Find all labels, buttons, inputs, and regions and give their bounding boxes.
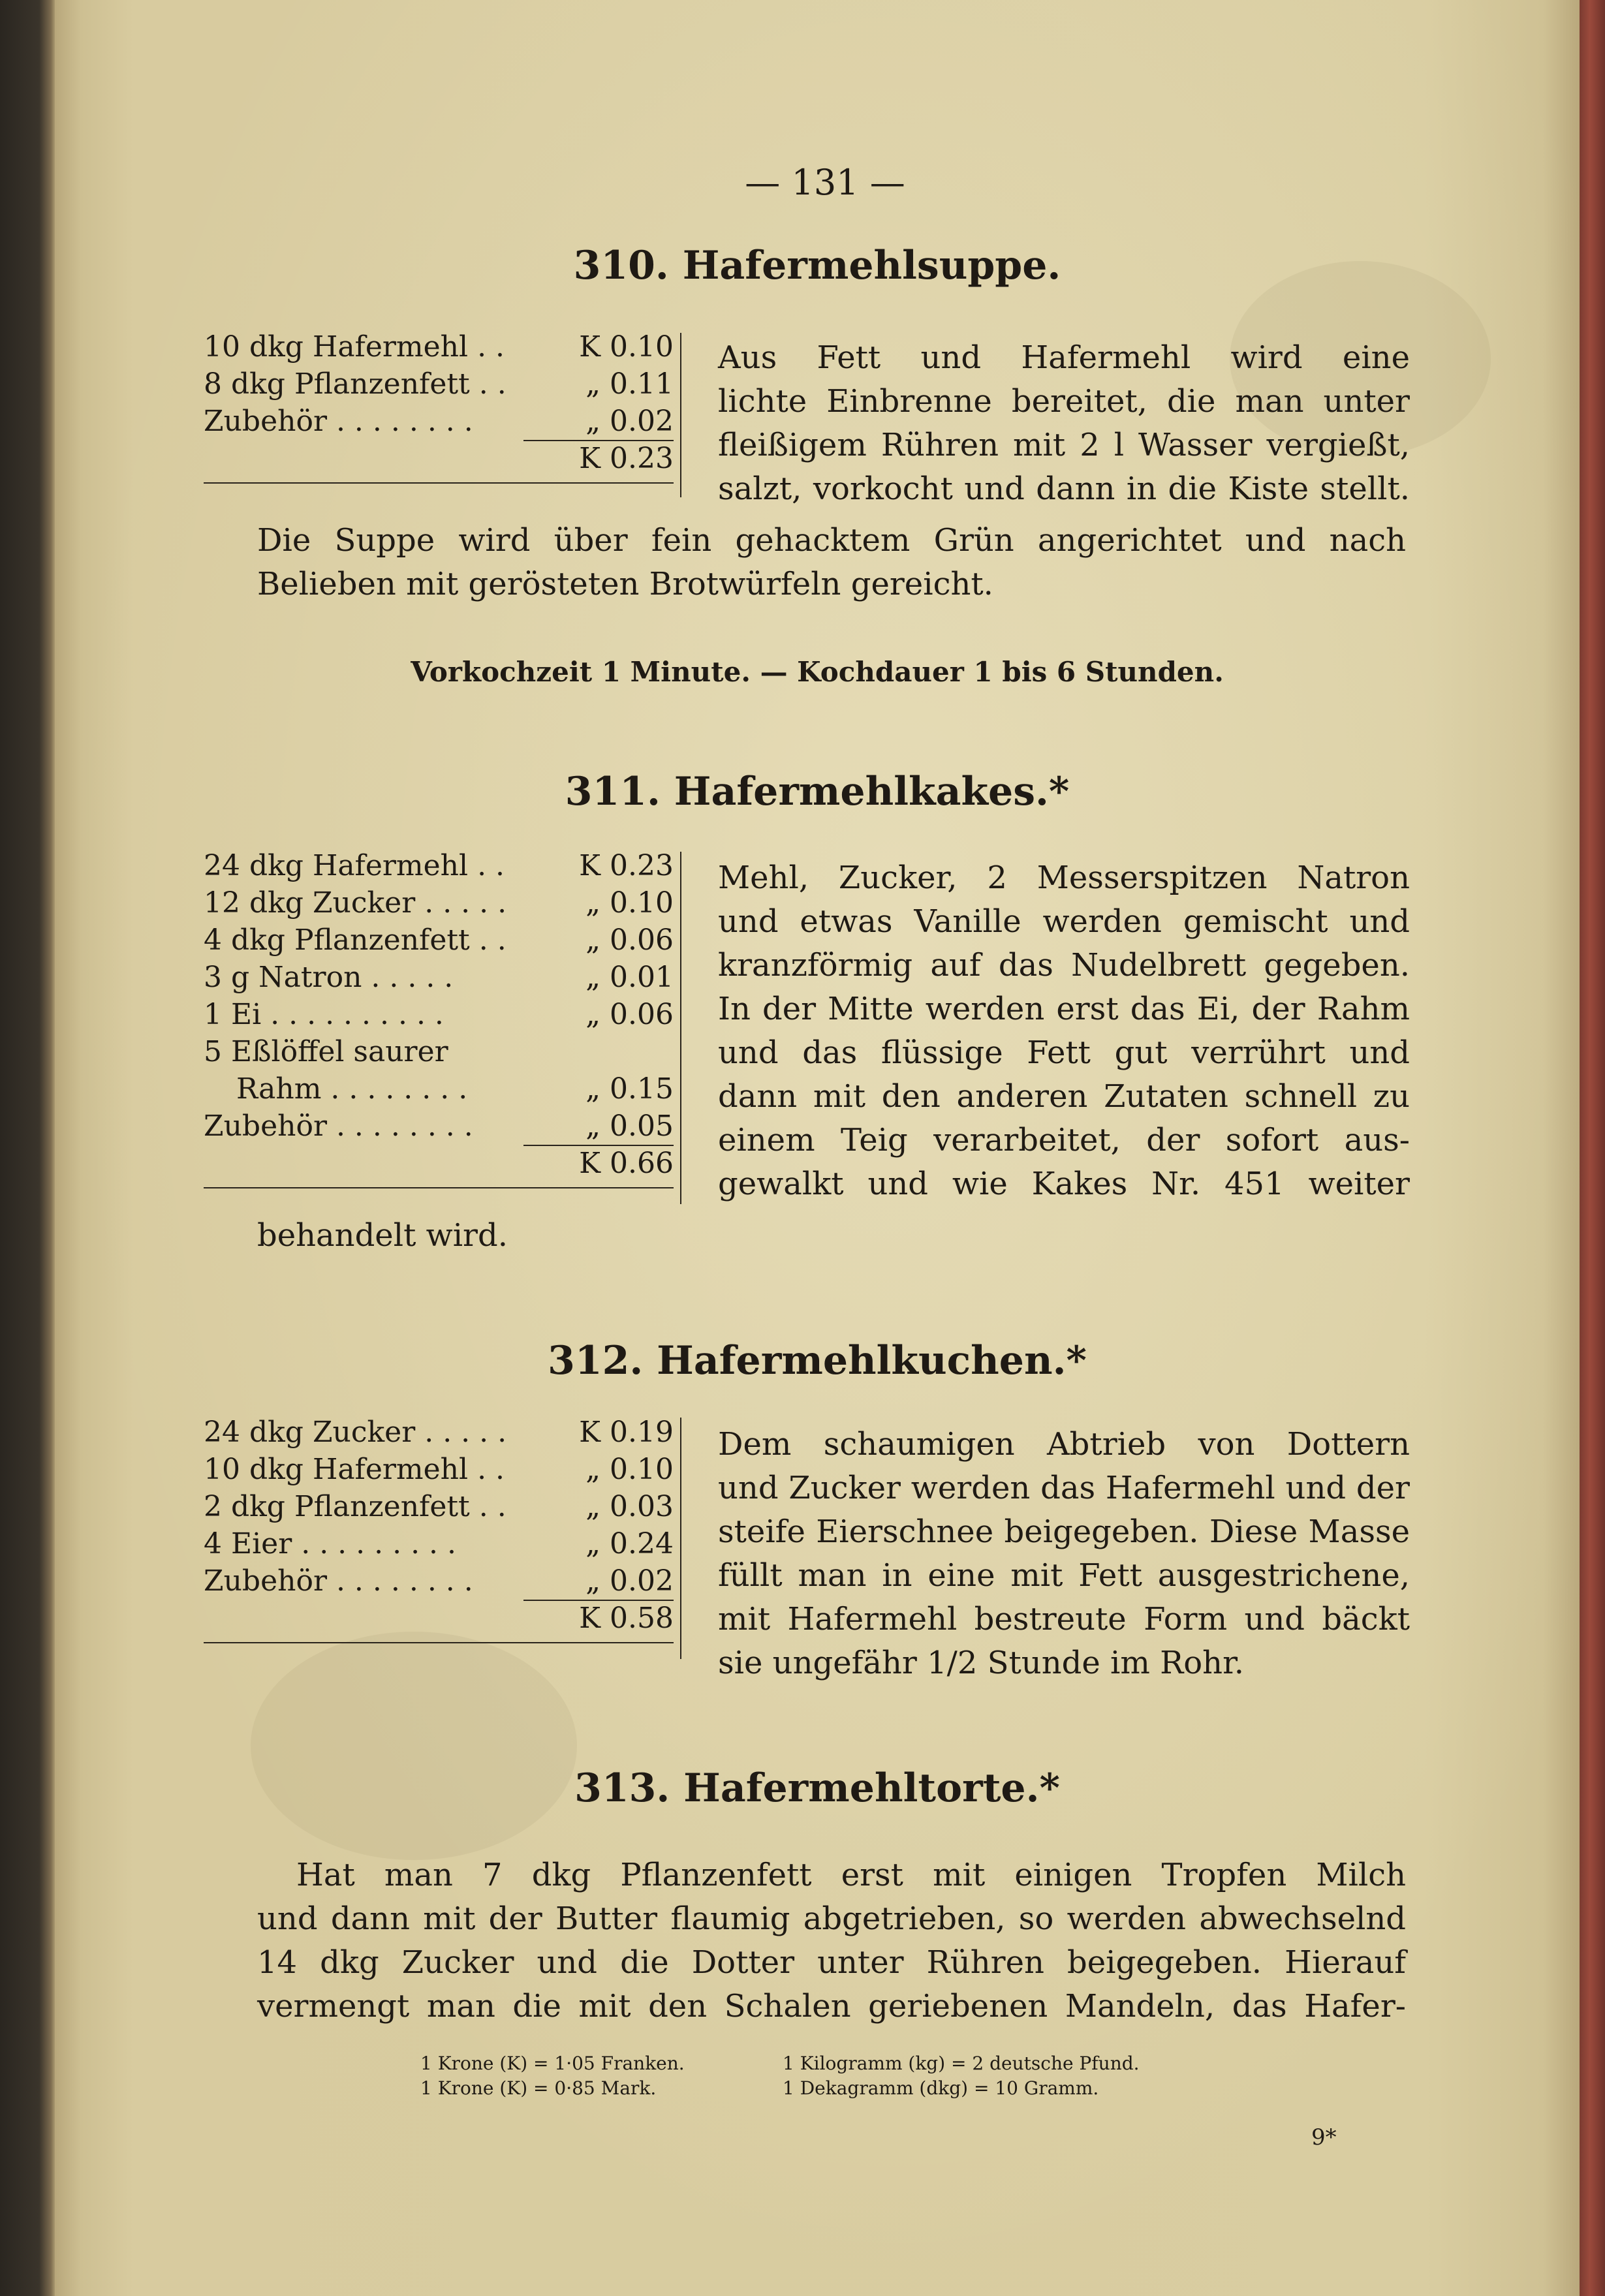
ingredient-row — [204, 1451, 674, 1488]
ingredient-price: „ 0.15 — [585, 1072, 674, 1106]
body-line-full: 14 dkg Zucker und die Dotter unter Rühren beigegeben. Hierauf — [257, 1944, 1406, 1981]
recipe-heading-313: 313. Hafermehltorte.* — [574, 1765, 1060, 1811]
body-line: gewalkt und wie Kakes Nr. 451 weiter — [718, 1166, 1410, 1202]
ingredient-underline — [204, 1642, 674, 1643]
ingredient-price: „ 0.03 — [585, 1490, 674, 1523]
body-line: lichte Einbrenne bereitet, die man unter — [718, 383, 1410, 420]
ingredient-price: K 0.10 — [579, 330, 674, 364]
ingredient-list-312 — [204, 1414, 674, 1643]
body-line: dann mit den anderen Zutaten schnell zu — [718, 1078, 1410, 1115]
footnotes — [420, 2051, 1399, 2101]
ingredient-row — [204, 1070, 674, 1108]
body-line-full: Belieben mit gerösteten Brotwürfeln gereicht. — [257, 566, 993, 602]
ingredient-underline — [204, 1187, 674, 1188]
ingredient-price: „ 0.10 — [585, 1453, 674, 1486]
ingredient-bracket — [680, 1418, 681, 1659]
ingredient-row — [204, 328, 674, 365]
ingredient-price: „ 0.06 — [585, 923, 674, 957]
paper-stain — [251, 1632, 577, 1860]
ingredient-name: 1 Ei . . . . . . . . . . — [204, 998, 444, 1031]
body-line-full: und dann mit der Butter flaumig abgetrieben, so werden abwechselnd — [257, 1900, 1406, 1937]
ingredient-name: 12 dkg Zucker . . . . . — [204, 886, 507, 920]
ingredient-name: Zubehör . . . . . . . . — [204, 1564, 473, 1598]
body-line: Aus Fett und Hafermehl wird eine — [718, 339, 1410, 376]
ingredient-name: 10 dkg Hafermehl . . — [204, 330, 505, 364]
body-line: steife Eierschnee beigegeben. Diese Masse — [718, 1513, 1410, 1550]
ingredient-price: „ 0.24 — [585, 1527, 674, 1560]
footnote-currency: 1 Krone (K) = 1·05 Franken. — [420, 2053, 685, 2074]
footnote-currency: 1 Krone (K) = 0·85 Mark. — [420, 2077, 657, 2099]
ingredient-price: „ 0.02 — [585, 405, 674, 438]
ingredient-name: 24 dkg Hafermehl . . — [204, 849, 505, 882]
body-line: Dem schaumigen Abtrieb von Dottern — [718, 1426, 1410, 1463]
recipe-body-310 — [718, 336, 1410, 511]
recipe-body-311 — [718, 856, 1410, 1206]
recipe-heading-310: 310. Hafermehlsuppe. — [573, 243, 1061, 288]
ingredient-bracket — [680, 333, 681, 497]
ingredient-row — [204, 996, 674, 1033]
ingredient-name: 4 Eier . . . . . . . . . — [204, 1527, 456, 1560]
ingredient-row — [204, 959, 674, 996]
ingredient-list-310 — [204, 328, 674, 484]
page-number: — 131 — — [745, 162, 905, 203]
body-line-full: Hat man 7 dkg Pflanzenfett erst mit einigen Tropfen Milch — [296, 1857, 1406, 1893]
ingredient-name: 10 dkg Hafermehl . . — [204, 1453, 505, 1486]
recipe-body-312 — [718, 1423, 1410, 1685]
footnote-row — [420, 2051, 1399, 2076]
ingredient-price: K 0.19 — [579, 1416, 674, 1449]
ingredient-price: „ 0.06 — [585, 998, 674, 1031]
body-line: Mehl, Zucker, 2 Messerspitzen Natron — [718, 860, 1410, 896]
body-line: und das flüssige Fett gut verrührt und — [718, 1034, 1410, 1071]
cooking-time-note: Vorkochzeit 1 Minute. — Kochdauer 1 bis 6 Stunden. — [411, 656, 1224, 688]
ingredient-price: „ 0.11 — [585, 367, 674, 401]
body-line: und etwas Vanille werden gemischt und — [718, 903, 1410, 940]
ingredient-row — [204, 1525, 674, 1562]
ingredient-row — [204, 403, 674, 440]
ingredient-name: 2 dkg Pflanzenfett . . — [204, 1490, 506, 1523]
recipe-heading-312: 312. Hafermehlkuchen.* — [548, 1338, 1087, 1384]
ingredient-name: 4 dkg Pflanzenfett . . — [204, 923, 506, 957]
ingredient-row — [204, 1033, 674, 1070]
footnote-weight: 1 Kilogramm (kg) = 2 deutsche Pfund. — [783, 2053, 1140, 2074]
ingredient-name: 8 dkg Pflanzenfett . . — [204, 367, 506, 401]
ingredient-row — [204, 922, 674, 959]
body-line: einem Teig verarbeitet, der sofort aus- — [718, 1122, 1410, 1158]
ingredient-total-row — [204, 1600, 674, 1637]
body-line-full: behandelt wird. — [257, 1217, 508, 1254]
ingredient-list-311 — [204, 847, 674, 1188]
ingredient-bracket — [680, 852, 681, 1204]
ingredient-row — [204, 847, 674, 884]
body-line-full: vermengt man die mit den Schalen geriebenen Mandeln, das Hafer- — [257, 1988, 1406, 2025]
body-line: mit Hafermehl bestreute Form und bäckt — [718, 1601, 1410, 1637]
ingredient-price: „ 0.01 — [585, 961, 674, 994]
body-line: salzt, vorkocht und dann in die Kiste stellt. — [718, 471, 1410, 507]
footnote-row — [420, 2076, 1399, 2101]
ingredient-price: „ 0.10 — [585, 886, 674, 920]
book-page — [55, 0, 1580, 2296]
ingredient-name: 3 g Natron . . . . . — [204, 961, 454, 994]
ingredient-total: K 0.66 — [579, 1147, 674, 1180]
ingredient-name: Rahm . . . . . . . . — [236, 1072, 468, 1106]
book-edge — [1580, 0, 1605, 2296]
body-line-full: Die Suppe wird über fein gehacktem Grün angerichtet und nach — [257, 522, 1406, 559]
ingredient-row — [204, 1488, 674, 1525]
signature-mark: 9* — [1311, 2124, 1337, 2150]
ingredient-total-row — [204, 440, 674, 477]
body-line: und Zucker werden das Hafermehl und der — [718, 1470, 1410, 1506]
ingredient-name: 5 Eßlöffel saurer — [204, 1035, 448, 1068]
footnote-weight: 1 Dekagramm (dkg) = 10 Gramm. — [783, 2077, 1099, 2099]
ingredient-price: „ 0.02 — [585, 1564, 674, 1598]
body-line: fleißigem Rühren mit 2 l Wasser vergießt, — [718, 427, 1410, 463]
body-line: füllt man in eine mit Fett ausgestrichene, — [718, 1557, 1410, 1594]
ingredient-row — [204, 365, 674, 403]
ingredient-price: „ 0.05 — [585, 1109, 674, 1143]
ingredient-underline — [204, 482, 674, 484]
ingredient-price: K 0.23 — [579, 849, 674, 882]
ingredient-total: K 0.23 — [579, 442, 674, 475]
ingredient-row — [204, 1414, 674, 1451]
body-line: In der Mitte werden erst das Ei, der Rahm — [718, 991, 1410, 1027]
body-line: kranzförmig auf das Nudelbrett gegeben. — [718, 947, 1410, 984]
ingredient-name: Zubehör . . . . . . . . — [204, 1109, 473, 1143]
ingredient-name: 24 dkg Zucker . . . . . — [204, 1416, 507, 1449]
ingredient-row — [204, 1562, 674, 1600]
body-line: sie ungefähr 1/2 Stunde im Rohr. — [718, 1645, 1245, 1681]
recipe-heading-311: 311. Hafermehlkakes.* — [565, 769, 1070, 814]
ingredient-row — [204, 884, 674, 922]
ingredient-name: Zubehör . . . . . . . . — [204, 405, 473, 438]
ingredient-total: K 0.58 — [579, 1602, 674, 1635]
ingredient-row — [204, 1108, 674, 1145]
ingredient-total-row — [204, 1145, 674, 1182]
